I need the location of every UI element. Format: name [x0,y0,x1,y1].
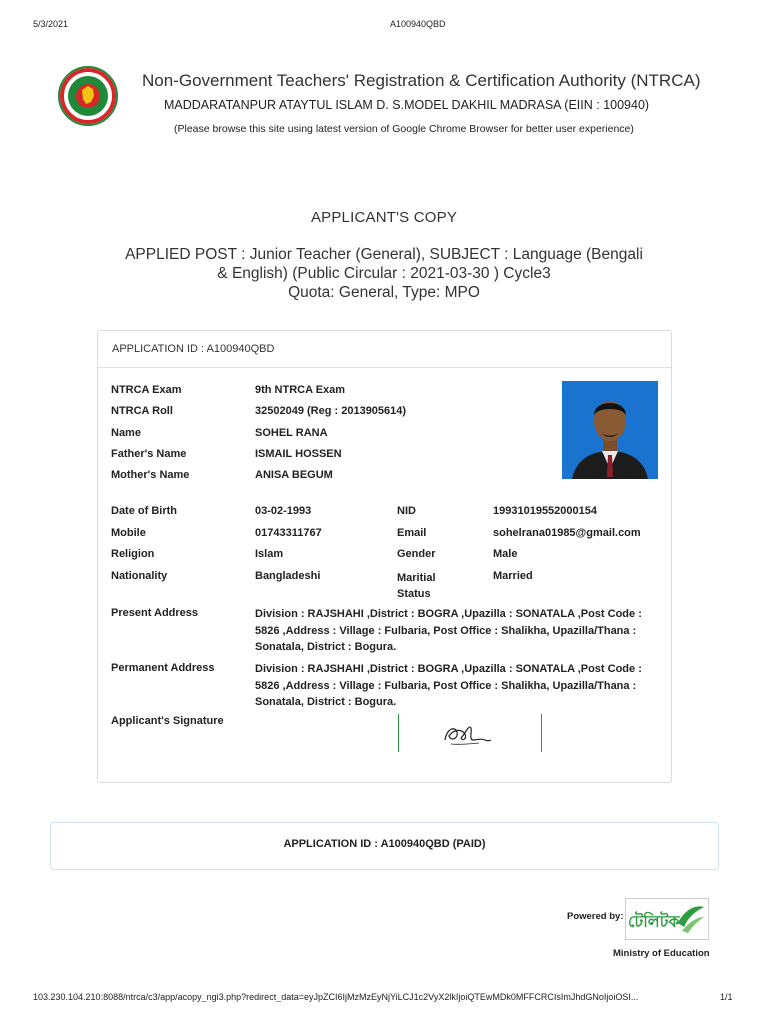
email-value: sohelrana01985@gmail.com [493,527,641,539]
powered-by-label: Powered by: [567,911,624,922]
father-name-label: Father's Name [111,448,187,460]
ntrca-roll-label: NTRCA Roll [111,405,173,417]
name-value: SOHEL RANA [255,427,328,439]
present-address-value [255,606,660,656]
applied-post [0,245,768,302]
gender-label: Gender [397,548,436,560]
mobile-value: 01743311767 [255,527,322,539]
permanent-address-label: Permanent Address [111,662,215,674]
applicants-copy-title: APPLICANT'S COPY [310,209,458,226]
marital-status-label-line-2: Status [397,588,431,600]
header-title: Non-Government Teachers' Registration & Certification Authority (NTRCA) [142,71,701,90]
applicant-photo [562,381,658,479]
print-footer-page: 1/1 [720,992,733,1002]
nationality-label: Nationality [111,570,168,582]
dob-value: 03-02-1993 [255,505,312,517]
government-seal-logo [58,66,118,126]
print-date: 5/3/2021 [33,19,69,29]
print-doc-id: A100940QBD [390,19,446,29]
permanent-address-line-3: Sonatala, District : Bogura. [255,696,397,708]
ministry-label: Ministry of Education [613,948,710,959]
browser-note: (Please browse this site using latest version of Google Chrome Browser for better user experience) [174,123,634,135]
present-address-line-3: Sonatala, District : Bogura. [255,641,397,653]
name-label: Name [111,427,141,439]
religion-label: Religion [111,548,155,560]
mother-name-value: ANISA BEGUM [255,469,333,481]
applied-post-line-2: & English) (Public Circular : 2021-03-30 ) Cycle3 [217,265,551,282]
card-header-application-id: APPLICATION ID : A100940QBD [98,331,671,368]
institute-name: MADDARATANPUR ATAYTUL ISLAM D. S.MODEL DAKHIL MADRASA (EIIN : 100940) [164,98,650,112]
marital-status-label-line-1: Maritial [397,572,436,584]
nationality-value: Bangladeshi [255,570,321,582]
teletalk-logo [625,898,709,940]
applied-post-line-3: Quota: General, Type: MPO [288,284,480,301]
mother-name-label: Mother's Name [111,469,190,481]
ntrca-exam-label: NTRCA Exam [111,384,182,396]
teletalk-logo-text: টেলিটক [628,912,680,931]
gender-value: Male [493,548,518,560]
applicant-signature-image [398,714,542,752]
email-label: Email [397,527,427,539]
dob-label: Date of Birth [111,505,177,517]
paid-status-text: APPLICATION ID : A100940QBD (PAID) [283,838,486,850]
father-name-value: ISMAIL HOSSEN [255,448,342,460]
permanent-address-line-1: Division : RAJSHAHI ,District : BOGRA ,Upazilla : SONATALA ,Post Code : [255,663,642,675]
mobile-label: Mobile [111,527,146,539]
religion-value: Islam [255,548,284,560]
present-address-label: Present Address [111,607,199,619]
signature-label: Applicant's Signature [111,715,224,727]
print-footer-url: 103.230.104.210:8088/ntrca/c3/app/acopy_ngi3.php?redirect_data=eyJpZCI6IjMzMzEyNjYiLCJ1c2VyX2lkIjoiQTEwMDk0MFFCRCIsImJhdGNoIjoiOSI... [33,992,639,1002]
ntrca-roll-value: 32502049 (Reg : 2013905614) [255,405,407,417]
nid-value: 19931019552000154 [493,505,598,517]
present-address-line-2: 5826 ,Address : Village : Fulbaria, Post Office : Shalikha, Upazilla/Thana : [255,624,637,637]
present-address-line-1: Division : RAJSHAHI ,District : BOGRA ,Upazilla : SONATALA ,Post Code : [255,608,642,620]
applied-post-line-1: APPLIED POST : Junior Teacher (General), SUBJECT : Language (Bengali [125,246,643,263]
marital-status-label [397,570,436,602]
permanent-address-value [255,661,660,711]
nid-label: NID [397,505,416,517]
ntrca-exam-value: 9th NTRCA Exam [255,384,346,396]
permanent-address-line-2: 5826 ,Address : Village : Fulbaria, Post Office : Shalikha, Upazilla/Thana : [255,679,637,692]
marital-status-value: Married [493,570,533,582]
